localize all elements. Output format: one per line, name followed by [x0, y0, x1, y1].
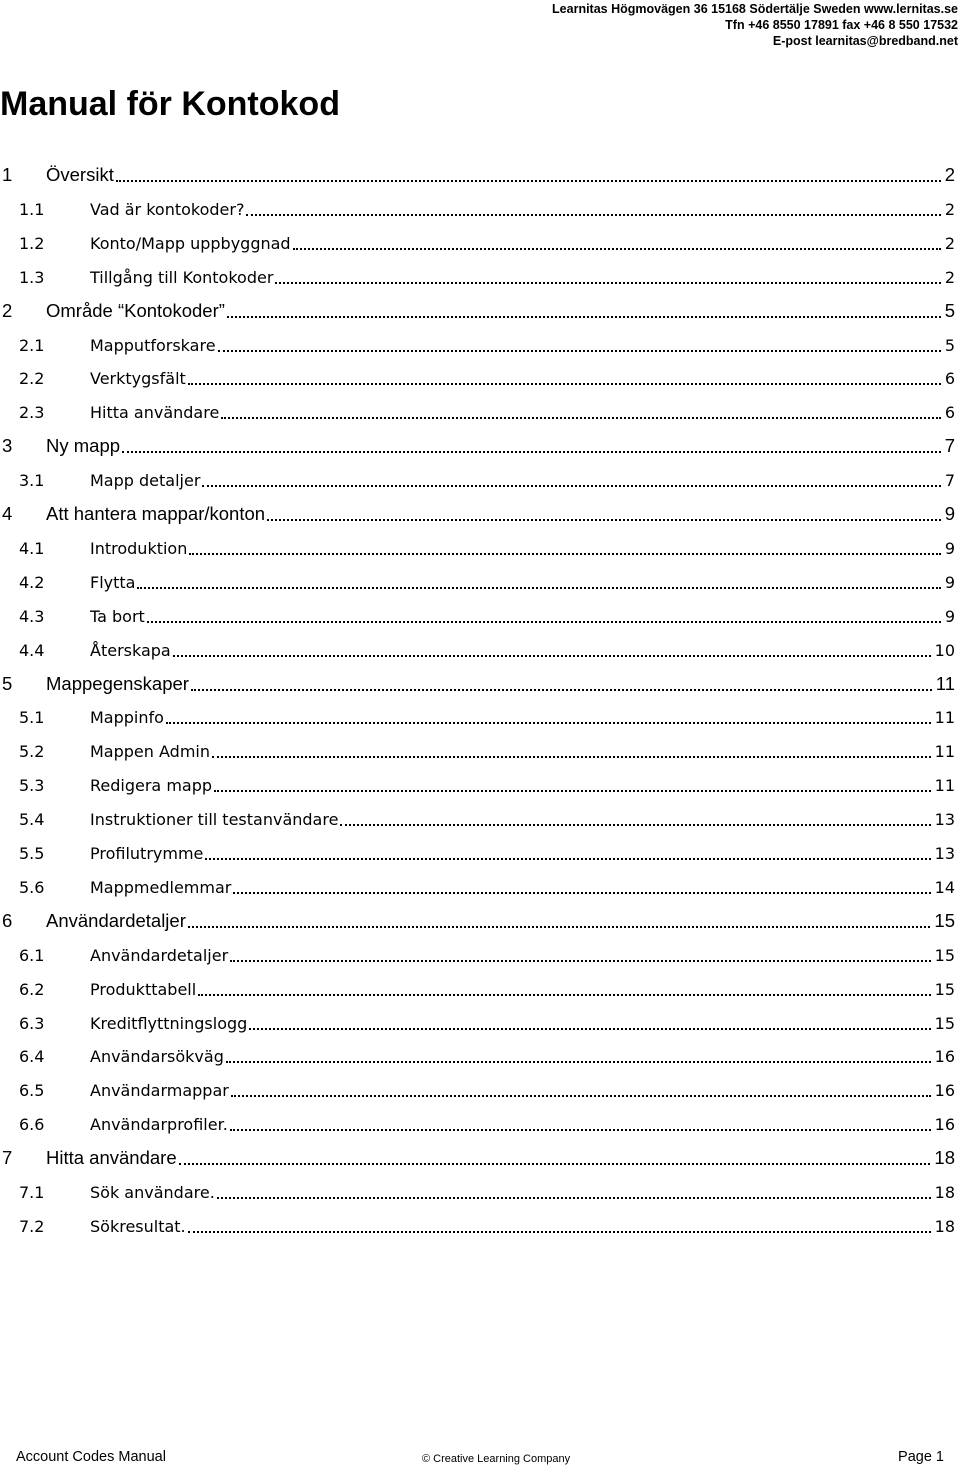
- toc-dot-leader: [246, 214, 940, 216]
- toc-dot-leader: [188, 1231, 931, 1233]
- toc-entry[interactable]: [0, 188, 955, 222]
- toc-section-title: Område “Kontokoder”: [46, 299, 225, 321]
- toc-section-number: 6.6: [19, 1115, 45, 1135]
- toc-section-title: Sök användare.: [90, 1183, 215, 1202]
- toc-entry[interactable]: [0, 832, 955, 866]
- toc-dot-leader: [179, 1163, 931, 1165]
- toc-page-number: 9: [944, 606, 955, 626]
- toc-section-title: Verktygsfält: [90, 369, 186, 389]
- toc-section-number: 4.2: [19, 572, 45, 592]
- toc-section-title: Mappen Admin: [90, 742, 210, 762]
- toc-entry[interactable]: [0, 1171, 955, 1205]
- toc-section-number: 6.5: [19, 1081, 45, 1101]
- toc-section-number: 2.1: [19, 335, 45, 355]
- toc-section-number: 5.3: [19, 776, 45, 796]
- toc-page-number: 11: [935, 672, 955, 694]
- toc-page-number: 16: [934, 1081, 955, 1101]
- toc-section-title: Redigera mapp: [90, 776, 213, 796]
- toc-section-title: Konto/Mapp uppbyggnad: [90, 233, 291, 253]
- toc-dot-leader: [230, 1129, 931, 1131]
- toc-entry[interactable]: [0, 1103, 955, 1137]
- toc-entry[interactable]: [0, 900, 955, 934]
- toc-entry[interactable]: [0, 527, 955, 561]
- toc-dot-leader: [198, 994, 930, 996]
- toc-entry[interactable]: [0, 425, 955, 459]
- toc-section-title: Tillgång till Kontokoder: [90, 267, 274, 287]
- toc-section-number: 6.3: [19, 1013, 45, 1033]
- toc-section-title: Mapputforskare: [90, 335, 216, 355]
- toc-dot-leader: [217, 1197, 931, 1199]
- toc-entry[interactable]: [0, 324, 955, 358]
- toc-section-number: 6.2: [19, 979, 45, 999]
- toc-section-number: 1.2: [19, 233, 45, 253]
- company-header: [398, 1, 958, 49]
- toc-dot-leader: [166, 722, 931, 724]
- toc-dot-leader: [233, 892, 930, 894]
- toc-entry[interactable]: [0, 256, 955, 290]
- toc-page-number: 9: [944, 572, 955, 592]
- toc-section-title: Användardetaljer: [46, 909, 186, 931]
- toc-section-number: 6: [2, 909, 13, 931]
- toc-entry[interactable]: [0, 459, 955, 493]
- toc-section-number: 5.2: [19, 742, 45, 762]
- toc-dot-leader: [202, 485, 940, 487]
- toc-section-number: 3: [2, 435, 13, 457]
- toc-section-number: 7.2: [19, 1216, 45, 1236]
- toc-page-number: 5: [944, 299, 955, 321]
- toc-section-title: Användarsökväg: [90, 1047, 224, 1067]
- toc-section-number: 2.3: [19, 403, 45, 423]
- toc-section-number: 1: [2, 164, 13, 185]
- toc-section-number: 4.1: [19, 538, 45, 558]
- toc-page-number: 15: [934, 1013, 955, 1033]
- toc-page-number: 10: [934, 640, 955, 660]
- header-phone: Tfn +46 8550 17891 fax +46 8 550 17532: [725, 18, 958, 32]
- toc-section-title: Sökresultat.: [90, 1216, 186, 1236]
- toc-entry[interactable]: [0, 154, 955, 188]
- toc-entry[interactable]: [0, 595, 955, 629]
- toc-entry[interactable]: [0, 764, 955, 798]
- toc-entry[interactable]: [0, 290, 955, 324]
- toc-entry[interactable]: [0, 1035, 955, 1069]
- toc-page-number: 16: [934, 1047, 955, 1067]
- toc-page-number: 11: [934, 776, 955, 796]
- toc-entry[interactable]: [0, 934, 955, 968]
- toc-page-number: 6: [944, 369, 955, 389]
- toc-dot-leader: [212, 756, 931, 758]
- toc-section-title: Ta bort: [90, 606, 145, 626]
- toc-section-number: 3.1: [19, 471, 45, 491]
- toc-entry[interactable]: [0, 1137, 955, 1171]
- toc-section-number: 2.2: [19, 369, 45, 389]
- toc-dot-leader: [293, 248, 941, 250]
- toc-page-number: 2: [944, 199, 955, 219]
- toc-section-number: 6.4: [19, 1047, 45, 1067]
- toc-entry[interactable]: [0, 1002, 955, 1036]
- toc-page-number: 6: [944, 403, 955, 423]
- toc-section-number: 5.1: [19, 708, 45, 728]
- toc-section-title: Introduktion: [90, 538, 188, 558]
- page-footer: [0, 1449, 960, 1471]
- toc-page-number: 18: [934, 1216, 955, 1236]
- toc-dot-leader: [221, 417, 941, 419]
- toc-dot-leader: [340, 824, 930, 826]
- toc-dot-leader: [116, 180, 941, 182]
- toc-entry[interactable]: [0, 1205, 955, 1239]
- toc-section-title: Hitta användare: [90, 403, 220, 423]
- toc-page-number: 2: [944, 164, 955, 185]
- toc-page-number: 7: [944, 435, 955, 457]
- toc-section-title: Flytta: [90, 572, 136, 592]
- footer-document-name: Account Codes Manual: [16, 1449, 166, 1465]
- toc-section-number: 7.1: [19, 1183, 45, 1202]
- toc-entry[interactable]: [0, 561, 955, 595]
- toc-page-number: 9: [944, 538, 955, 558]
- toc-page-number: 16: [934, 1115, 955, 1135]
- toc-page-number: 14: [934, 877, 955, 897]
- toc-section-title: Kreditflyttningslogg: [90, 1013, 248, 1033]
- toc-dot-leader: [227, 316, 941, 318]
- toc-dot-leader: [249, 1028, 930, 1030]
- toc-page-number: 7: [944, 471, 955, 491]
- toc-section-title: Vad är kontokoder?: [90, 199, 245, 219]
- toc-dot-leader: [214, 790, 931, 792]
- toc-page-number: 2: [944, 233, 955, 253]
- toc-page-number: 15: [934, 979, 955, 999]
- toc-entry[interactable]: [0, 391, 955, 425]
- toc-section-title: Användarprofiler.: [90, 1115, 228, 1135]
- toc-section-title: Profilutrymme: [90, 844, 204, 863]
- toc-dot-leader: [275, 282, 940, 284]
- toc-section-title: Mappmedlemmar: [90, 877, 232, 897]
- toc-entry[interactable]: [0, 222, 955, 256]
- toc-section-title: Användarmappar: [90, 1081, 229, 1101]
- toc-page-number: 9: [944, 503, 955, 524]
- toc-page-number: 13: [934, 844, 955, 863]
- toc-section-title: Användardetaljer: [90, 945, 229, 965]
- toc-section-title: Återskapa: [90, 640, 171, 660]
- toc-section-number: 5: [2, 672, 13, 694]
- toc-section-number: 2: [2, 299, 13, 321]
- toc-dot-leader: [188, 383, 941, 385]
- toc-page-number: 13: [934, 810, 955, 830]
- page-title: Manual för Kontokod: [0, 85, 340, 123]
- toc-page-number: 18: [934, 1147, 955, 1169]
- toc-section-number: 1.3: [19, 267, 45, 287]
- toc-entry[interactable]: [0, 730, 955, 764]
- toc-dot-leader: [231, 1095, 931, 1097]
- toc-dot-leader: [147, 621, 941, 623]
- toc-section-number: 4: [2, 503, 13, 524]
- toc-section-number: 7: [2, 1147, 13, 1169]
- toc-dot-leader: [267, 519, 941, 521]
- toc-section-number: 6.1: [19, 945, 45, 965]
- toc-dot-leader: [173, 655, 931, 657]
- toc-dot-leader: [137, 587, 940, 589]
- toc-page-number: 15: [934, 909, 955, 931]
- toc-entry[interactable]: [0, 357, 955, 391]
- header-email: E-post learnitas@bredband.net: [772, 34, 958, 48]
- toc-section-title: Mapp detaljer: [90, 471, 201, 491]
- footer-page-number: Page 1: [898, 1449, 944, 1465]
- toc-section-number: 4.4: [19, 640, 45, 660]
- toc-page-number: 15: [934, 945, 955, 965]
- footer-copyright: © Creative Learning Company: [422, 1453, 571, 1465]
- toc-dot-leader: [122, 451, 941, 453]
- toc-section-title: Mappinfo: [90, 708, 164, 728]
- toc-dot-leader: [230, 960, 930, 962]
- toc-entry[interactable]: [0, 663, 955, 697]
- toc-page-number: 18: [934, 1183, 955, 1202]
- toc-section-title: Översikt: [46, 164, 114, 185]
- toc-section-number: 5.6: [19, 877, 45, 897]
- toc-entry[interactable]: [0, 968, 955, 1002]
- toc-dot-leader: [226, 1061, 931, 1063]
- toc-section-number: 4.3: [19, 606, 45, 626]
- toc-section-number: 5.4: [19, 810, 45, 830]
- toc-section-title: Ny mapp: [46, 435, 121, 457]
- toc-page-number: 11: [934, 708, 955, 728]
- toc-page-number: 2: [944, 267, 955, 287]
- toc-section-title: Mappegenskaper: [46, 672, 189, 694]
- toc-entry[interactable]: [0, 696, 955, 730]
- toc-entry[interactable]: [0, 1069, 955, 1103]
- toc-section-number: 1.1: [19, 199, 45, 219]
- toc-dot-leader: [205, 858, 930, 860]
- toc-entry[interactable]: [0, 493, 955, 527]
- toc-section-title: Att hantera mappar/konton: [46, 503, 266, 524]
- toc-section-title: Hitta användare: [46, 1147, 177, 1169]
- toc-page-number: 11: [934, 742, 955, 762]
- toc-section-title: Instruktioner till testanvändare: [90, 810, 339, 830]
- toc-entry[interactable]: [0, 798, 955, 832]
- toc-dot-leader: [189, 553, 940, 555]
- toc-page-number: 5: [944, 335, 955, 355]
- toc-dot-leader: [188, 926, 931, 928]
- toc-dot-leader: [218, 350, 941, 352]
- toc-dot-leader: [191, 689, 932, 691]
- header-address: Learnitas Högmovägen 36 15168 Södertälje Sweden www.lernitas.se: [552, 2, 958, 16]
- toc-entry[interactable]: [0, 629, 955, 663]
- toc-section-number: 5.5: [19, 844, 45, 863]
- toc-section-title: Produkttabell: [90, 979, 197, 999]
- toc-entry[interactable]: [0, 866, 955, 900]
